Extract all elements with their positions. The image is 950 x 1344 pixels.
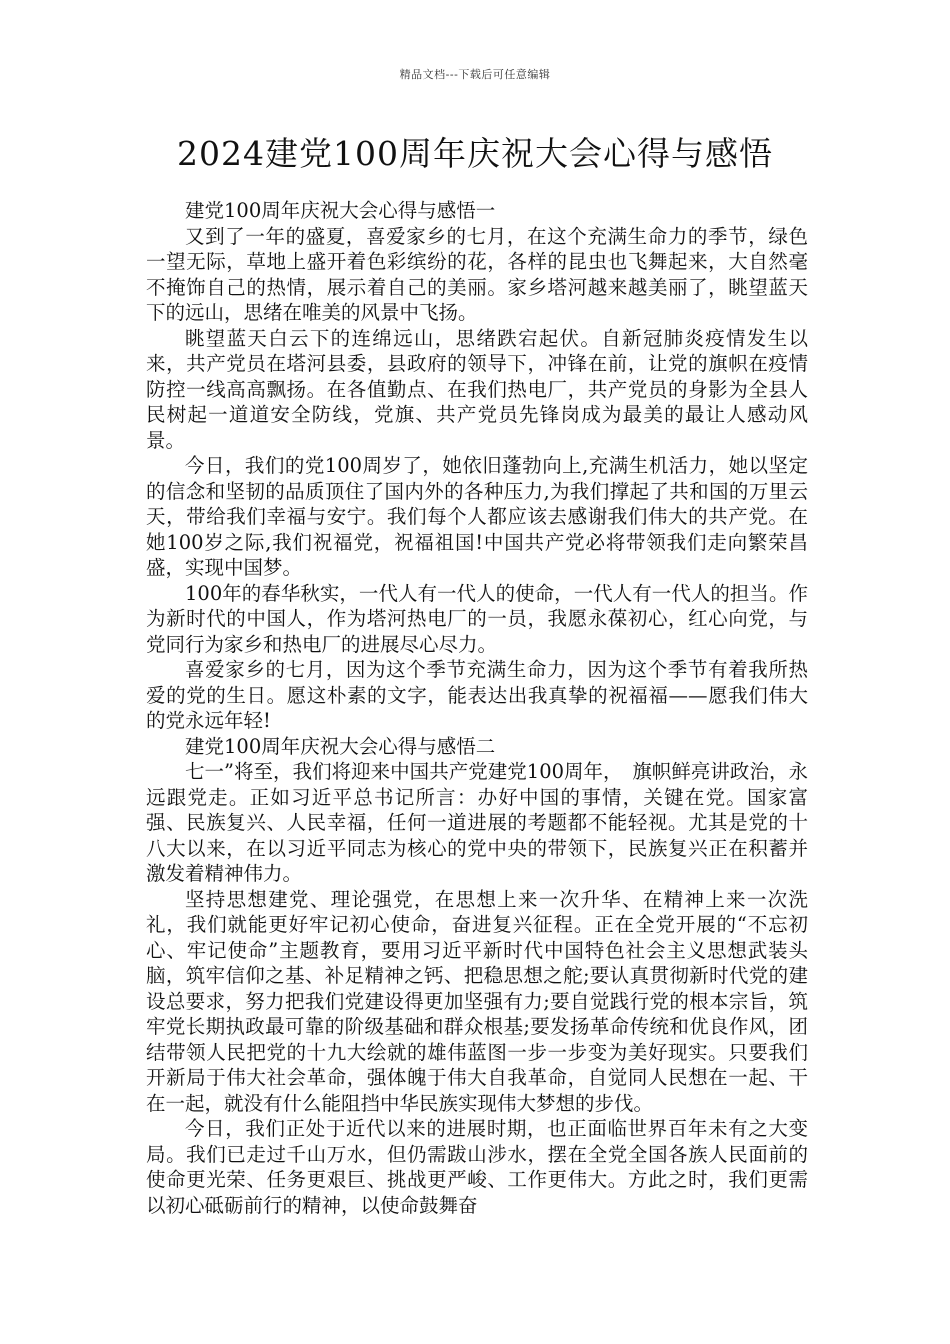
paragraph: 又到了一年的盛夏，喜爱家乡的七月，在这个充满生命力的季节，绿色一望无际，草地上盛开着色彩缤纷的花，各样的昆虫也飞舞起来，大自然毫不掩饰自己的热情，展示着自己的美丽。家乡塔河越来越美丽了，眺望蓝天下的远山，思绪在唯美的风景中飞扬。 xyxy=(146,224,808,324)
document-title: 2024建党100周年庆祝大会心得与感悟 xyxy=(177,134,773,173)
paragraph: 今日，我们的党100周岁了，她依旧蓬勃向上,充满生机活力，她以坚定的信念和坚韧的品质顶住了国内外的各种压力,为我们撑起了共和国的万里云天，带给我们幸福与安宁。我们每个人都应该去感谢我们伟大的共产党。在她100岁之际,我们祝福党，祝福祖国!中国共产党必将带领我们走向繁荣昌盛，实现中国梦。 xyxy=(146,454,808,579)
paragraph: 眺望蓝天白云下的连绵远山，思绪跌宕起伏。自新冠肺炎疫情发生以来，共产党员在塔河县委，县政府的领导下，冲锋在前，让党的旗帜在疫情防控一线高高飘扬。在各值勤点、在我们热电厂，共产党员的身影为全县人民树起一道道安全防线，党旗、共产党员先锋岗成为最美的最让人感动风景。 xyxy=(146,326,808,452)
paragraph: 七一”将至，我们将迎来中国共产党建党100周年， 旗帜鲜亮讲政治，永远跟党走。正如习近平总书记所言：办好中国的事情，关键在党。国家富强、民族复兴、人民幸福，任何一道进展的考题都不能轻视。尤其是党的十八大以来，在以习近平同志为核心的党中央的带领下，民族复兴正在积蓄并激发着精神伟力。 xyxy=(146,760,808,885)
document-body xyxy=(146,198,808,1218)
paragraph: 坚持思想建党、理论强党，在思想上来一次升华、在精神上来一次洗礼，我们就能更好牢记初心使命，奋进复兴征程。正在全党开展的“不忘初心、牢记使命”主题教育，要用习近平新时代中国特色社会主义思想武装头脑，筑牢信仰之基、补足精神之钙、把稳思想之舵;要认真贯彻新时代党的建设总要求，努力把我们党建设得更加坚强有力;要自觉践行党的根本宗旨，筑牢党长期执政最可靠的阶级基础和群众根基;要发扬革命传统和优良作风，团结带领人民把党的十九大绘就的雄伟蓝图一步一步变为美好现实。只要我们开新局于伟大社会革命，强体魄于伟大自我革命，自觉同人民想在一起、干在一起，就没有什么能阻挡中华民族实现伟大梦想的步伐。 xyxy=(146,887,808,1115)
section-heading-two: 建党100周年庆祝大会心得与感悟二 xyxy=(185,734,496,758)
paragraph: 喜爱家乡的七月，因为这个季节充满生命力，因为这个季节有着我所热爱的党的生日。愿这朴素的文字，能表达出我真挚的祝福福——愿我们伟大的党永远年轻! xyxy=(146,658,808,732)
section-heading-one: 建党100周年庆祝大会心得与感悟一 xyxy=(185,199,496,222)
paragraph: 100年的春华秋实，一代人有一代人的使命，一代人有一代人的担当。作为新时代的中国人，作为塔河热电厂的一员，我愿永葆初心，红心向党，与党同行为家乡和热电厂的进展尽心尽力。 xyxy=(146,581,808,656)
page-header-note: 精品文档---下载后可任意编辑 xyxy=(399,68,551,81)
paragraph: 今日，我们正处于近代以来的进展时期，也正面临世界百年未有之大变局。我们已走过千山万水，但仍需跋山涉水，摆在全党全国各族人民面前的使命更光荣、任务更艰巨、挑战更严峻、工作更伟大。方此之时，我们更需以初心砥砺前行的精神，以使命鼓舞奋 xyxy=(146,1117,808,1217)
